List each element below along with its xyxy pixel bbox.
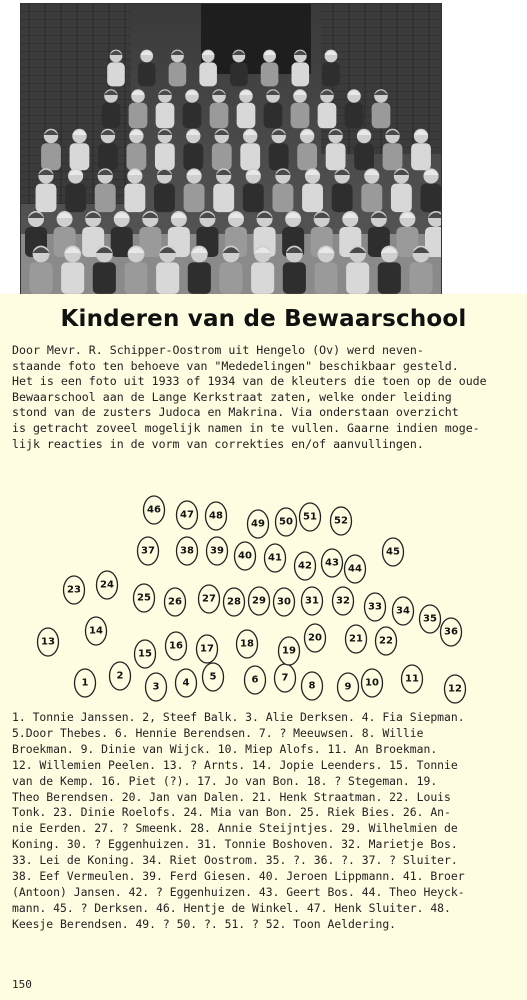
key-number: 4 xyxy=(182,677,190,689)
child-figure xyxy=(291,50,309,87)
key-number: 30 xyxy=(277,596,291,608)
child-figure xyxy=(154,168,175,212)
key-number: 12 xyxy=(448,683,462,695)
key-number: 33 xyxy=(368,601,382,613)
child-figure xyxy=(98,129,118,170)
child-figure xyxy=(188,246,211,294)
key-number: 48 xyxy=(209,510,223,522)
key-marker-21 xyxy=(346,625,367,653)
key-marker-18 xyxy=(237,630,258,658)
child-figure xyxy=(291,89,310,128)
key-number: 51 xyxy=(303,511,317,523)
names-list xyxy=(12,710,517,933)
child-figure xyxy=(391,168,412,212)
intro-line-7: lijk reacties in de vorm van correkties en/of aanvullingen. xyxy=(12,436,424,451)
name-key-diagram xyxy=(0,490,527,710)
key-marker-52 xyxy=(331,507,352,535)
key-number: 49 xyxy=(251,518,265,530)
key-number: 39 xyxy=(210,545,224,557)
page-number: 150 xyxy=(12,978,32,991)
child-figure xyxy=(219,246,242,294)
key-marker-36 xyxy=(441,618,462,646)
key-number: 26 xyxy=(168,596,182,608)
child-figure xyxy=(70,129,90,170)
key-number: 52 xyxy=(334,515,348,527)
key-marker-42 xyxy=(295,552,316,580)
class-photo-image xyxy=(21,4,441,294)
child-figure xyxy=(243,168,264,212)
key-number: 23 xyxy=(67,584,81,596)
key-marker-6 xyxy=(245,666,266,694)
key-marker-27 xyxy=(199,585,220,613)
key-number: 8 xyxy=(308,680,316,692)
child-figure xyxy=(65,168,86,212)
key-marker-17 xyxy=(197,635,218,663)
key-number: 42 xyxy=(298,560,312,572)
key-marker-28 xyxy=(224,588,245,616)
key-number: 2 xyxy=(116,670,124,682)
child-figure xyxy=(318,89,337,128)
child-figure xyxy=(93,246,116,294)
child-figure xyxy=(199,50,217,87)
child-figure xyxy=(184,168,205,212)
key-marker-24 xyxy=(97,571,118,599)
key-number: 45 xyxy=(386,546,400,558)
child-figure xyxy=(269,129,289,170)
key-marker-4 xyxy=(176,669,197,697)
key-marker-46 xyxy=(144,496,165,524)
intro-line-1: Door Mevr. R. Schipper-Oostrom uit Hengelo (Ov) werd neven- xyxy=(12,343,424,357)
child-figure xyxy=(95,168,116,212)
child-figure xyxy=(383,129,403,170)
child-figure xyxy=(129,89,148,128)
intro-line-3: Het is een foto uit 1933 of 1934 van de kleuters die toen op de oude xyxy=(12,374,487,389)
names-line-1: 1. Tonnie Janssen. 2, Steef Balk. 3. Alie Derksen. 4. Fia Siepman. xyxy=(12,710,465,724)
child-figure xyxy=(29,246,52,294)
key-marker-34 xyxy=(393,597,414,625)
child-figure xyxy=(126,129,146,170)
key-marker-48 xyxy=(206,502,227,530)
child-figure xyxy=(346,246,369,294)
child-figure xyxy=(138,50,156,87)
key-marker-30 xyxy=(274,588,295,616)
key-marker-35 xyxy=(420,605,441,633)
intro-line-4: Bewaarschool aan de Lange Kerkstraat zaten, welke onder leiding xyxy=(12,389,452,404)
key-marker-31 xyxy=(302,587,323,615)
names-line-2: 5.Door Thebes. 6. Hennie Berendsen. 7. ? Meeuwsen. 8. Willie xyxy=(12,725,424,740)
child-figure xyxy=(183,89,202,128)
key-marker-44 xyxy=(345,555,366,583)
key-number: 32 xyxy=(336,595,350,607)
key-number: 40 xyxy=(238,550,252,562)
child-figure xyxy=(283,246,306,294)
key-number: 13 xyxy=(41,636,55,648)
child-figure xyxy=(411,129,431,170)
key-marker-12 xyxy=(445,675,466,703)
names-line-10: 33. Lei de Koning. 34. Riet Oostrom. 35. ?. 36. ?. 37. ? Sluiter. xyxy=(12,853,458,868)
child-figure xyxy=(354,129,374,170)
key-number: 44 xyxy=(348,563,362,575)
child-figure xyxy=(102,89,121,128)
key-number: 5 xyxy=(209,671,217,683)
child-figure xyxy=(421,168,441,212)
key-number: 31 xyxy=(305,595,319,607)
child-figure xyxy=(36,168,57,212)
key-marker-3 xyxy=(146,673,167,701)
key-marker-38 xyxy=(177,537,198,565)
child-figure xyxy=(409,246,432,294)
child-figure xyxy=(169,50,187,87)
intro-line-2: staande foto ten behoeve van "Mededelingen" beschikbaar gesteld. xyxy=(12,358,459,373)
child-figure xyxy=(183,129,203,170)
child-figure xyxy=(41,129,61,170)
key-number: 41 xyxy=(268,552,282,564)
key-marker-50 xyxy=(276,508,297,536)
key-marker-10 xyxy=(362,669,383,697)
key-number: 10 xyxy=(365,677,379,689)
names-line-9: Koning. 30. ? Eggenhuizen. 31. Tonnie Boshoven. 32. Marietje Bos. xyxy=(12,837,458,852)
key-number: 14 xyxy=(89,625,103,637)
key-number: 11 xyxy=(405,673,419,685)
child-figure xyxy=(213,168,234,212)
names-line-6: Theo Berendsen. 20. Jan van Dalen. 21. Henk Straatman. 22. Louis xyxy=(12,789,451,804)
child-figure xyxy=(107,50,125,87)
names-line-14: Keesje Berendsen. 49. ? 50. ?. 51. ? 52. Toon Aeldering. xyxy=(12,916,397,931)
child-figure xyxy=(314,246,337,294)
key-number: 15 xyxy=(138,648,152,660)
key-number: 36 xyxy=(444,626,458,638)
key-marker-32 xyxy=(333,587,354,615)
child-figure xyxy=(124,168,145,212)
key-number: 20 xyxy=(308,632,322,644)
key-marker-26 xyxy=(165,588,186,616)
article-intro xyxy=(12,343,515,452)
names-line-12: (Antoon) Jansen. 42. ? Eggenhuizen. 43. Geert Bos. 44. Theo Heyck- xyxy=(12,884,465,899)
child-figure xyxy=(372,89,391,128)
key-marker-45 xyxy=(383,538,404,566)
key-number: 46 xyxy=(147,504,161,516)
child-figure xyxy=(332,168,353,212)
key-marker-47 xyxy=(177,501,198,529)
child-figure xyxy=(322,50,340,87)
key-marker-39 xyxy=(207,537,228,565)
key-number: 35 xyxy=(423,613,437,625)
names-line-11: 38. Eef Vermeulen. 39. Ferd Giesen. 40. Jeroen Lippmann. 41. Broer xyxy=(12,869,465,884)
names-line-4: 12. Willemien Peelen. 13. ? Arnts. 14. Jopie Leenders. 15. Tonnie xyxy=(12,757,458,772)
names-line-8: nie Eerden. 27. ? Smeenk. 28. Annie Steijntjes. 29. Wilhelmien de xyxy=(12,821,458,836)
key-number: 21 xyxy=(349,633,363,645)
key-marker-2 xyxy=(110,662,131,690)
names-line-3: Broekman. 9. Dinie van Wijck. 10. Miep Alofs. 11. An Broekman. xyxy=(12,741,438,756)
key-number: 25 xyxy=(137,592,151,604)
key-marker-14 xyxy=(86,617,107,645)
child-figure xyxy=(297,129,317,170)
key-marker-7 xyxy=(275,664,296,692)
child-figure xyxy=(261,50,279,87)
key-marker-20 xyxy=(305,624,326,652)
key-number: 37 xyxy=(141,545,155,557)
child-figure xyxy=(251,246,274,294)
key-marker-40 xyxy=(235,542,256,570)
key-marker-25 xyxy=(134,584,155,612)
key-number: 47 xyxy=(180,509,194,521)
key-marker-15 xyxy=(135,640,156,668)
key-marker-19 xyxy=(279,637,300,665)
key-number: 38 xyxy=(180,545,194,557)
child-figure xyxy=(240,129,260,170)
child-figure xyxy=(156,246,179,294)
key-number: 22 xyxy=(379,635,393,647)
child-figure xyxy=(361,168,382,212)
names-line-7: Tonk. 23. Dinie Roelofs. 24. Mia van Bon. 25. Riek Bies. 26. An- xyxy=(12,805,451,820)
key-number: 19 xyxy=(282,645,296,657)
key-marker-23 xyxy=(64,576,85,604)
key-marker-1 xyxy=(75,669,96,697)
key-marker-29 xyxy=(249,587,270,615)
child-figure xyxy=(61,246,84,294)
intro-line-5: stond van de zusters Judoca en Makrina. Via onderstaan overzicht xyxy=(12,405,459,420)
key-marker-33 xyxy=(365,593,386,621)
names-line-13: mann. 45. ? Derksen. 46. Hentje de Winkel. 47. Henk Sluiter. 48. xyxy=(12,900,451,915)
child-figure xyxy=(210,89,229,128)
child-figure xyxy=(230,50,248,87)
key-marker-5 xyxy=(203,663,224,691)
key-marker-37 xyxy=(138,537,159,565)
names-line-5: van de Kemp. 16. Piet (?). 17. Jo van Bon. 18. ? Stegeman. 19. xyxy=(12,773,438,788)
child-figure xyxy=(326,129,346,170)
child-figure xyxy=(212,129,232,170)
key-number: 9 xyxy=(344,681,352,693)
key-number: 17 xyxy=(200,643,214,655)
key-marker-41 xyxy=(265,544,286,572)
key-marker-22 xyxy=(376,627,397,655)
key-marker-49 xyxy=(248,510,269,538)
child-figure xyxy=(124,246,147,294)
child-figure xyxy=(378,246,401,294)
key-number: 27 xyxy=(202,593,216,605)
key-marker-51 xyxy=(300,503,321,531)
key-number: 6 xyxy=(251,674,259,686)
child-figure xyxy=(345,89,364,128)
key-number: 24 xyxy=(100,579,114,591)
class-photo xyxy=(20,3,442,295)
child-figure xyxy=(155,129,175,170)
key-number: 50 xyxy=(279,516,293,528)
key-number: 29 xyxy=(252,595,266,607)
key-number: 16 xyxy=(169,640,183,652)
key-number: 43 xyxy=(325,557,339,569)
article-title: Kinderen van de Bewaarschool xyxy=(60,306,467,332)
key-number: 7 xyxy=(281,672,289,684)
intro-line-6: is getracht zoveel mogelijk namen in te vullen. Gaarne indien moge- xyxy=(12,420,480,435)
key-number: 1 xyxy=(81,677,89,689)
key-marker-11 xyxy=(402,665,423,693)
child-figure xyxy=(156,89,175,128)
key-marker-8 xyxy=(302,672,323,700)
child-figure xyxy=(264,89,283,128)
child-figure xyxy=(302,168,323,212)
key-number: 28 xyxy=(227,596,241,608)
key-number: 34 xyxy=(396,605,410,617)
child-figure xyxy=(237,89,256,128)
key-number: 3 xyxy=(152,681,160,693)
child-figure xyxy=(272,168,293,212)
key-marker-9 xyxy=(338,673,359,701)
key-marker-13 xyxy=(38,628,59,656)
key-marker-16 xyxy=(166,632,187,660)
key-marker-43 xyxy=(322,549,343,577)
key-number: 18 xyxy=(240,638,254,650)
